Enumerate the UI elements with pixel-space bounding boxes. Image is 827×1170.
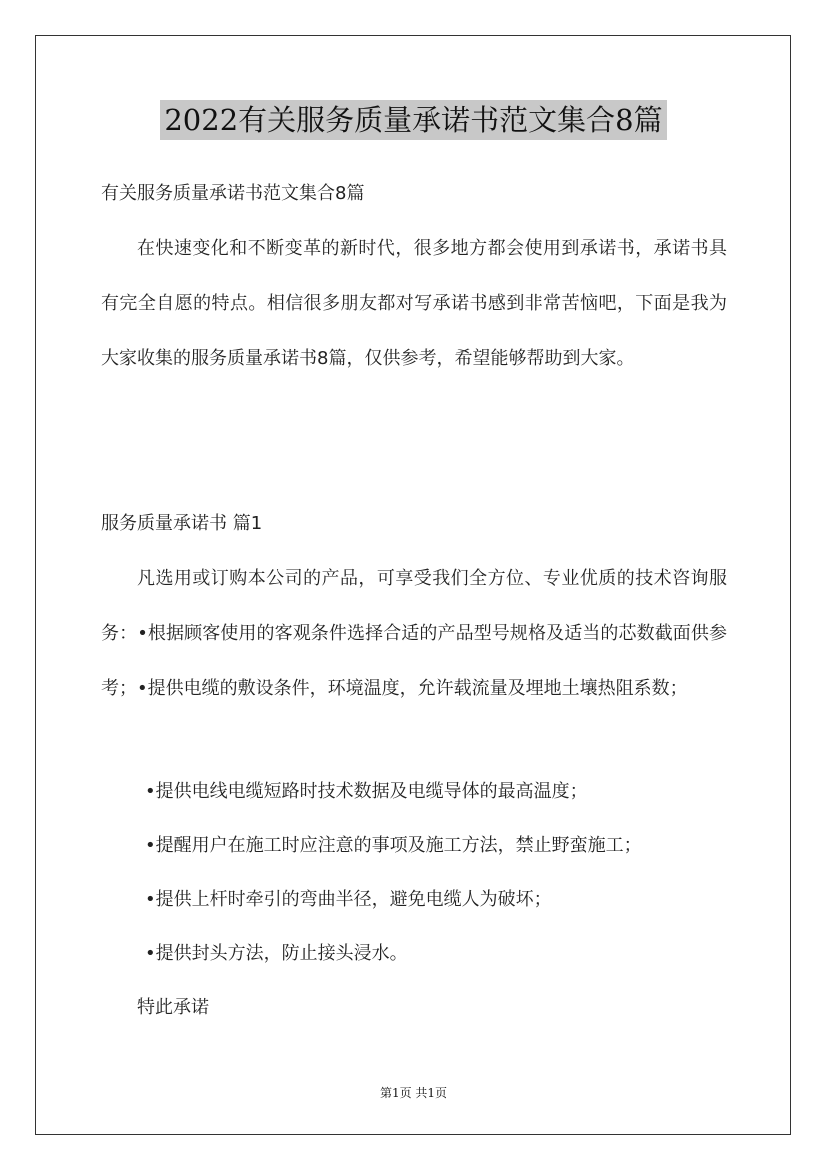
section-paragraph: 凡选用或订购本公司的产品，可享受我们全方位、专业优质的技术咨询服务：•根据顾客使用的客观条件选择合适的产品型号规格及适当的芯数截面供参考；•提供电缆的敷设条件，环境温度，允许载流量及埋地土壤热阻系数； <box>101 568 727 699</box>
document-title: 2022有关服务质量承诺书范文集合8篇 <box>160 100 666 140</box>
bullet-item-2: •提醒用户在施工时应注意的事项及施工方法，禁止野蛮施工； <box>145 835 642 856</box>
bullet-item-3: •提供上杆时牵引的弯曲半径，避免电缆人为破坏； <box>145 889 552 910</box>
title-wrap <box>0 100 827 140</box>
bullet-item-1: •提供电线电缆短路时技术数据及电缆导体的最高温度； <box>145 781 588 802</box>
closing-line: 特此承诺 <box>137 997 209 1018</box>
page-footer: 第1页 共1页 <box>379 1086 448 1100</box>
document-subtitle: 有关服务质量承诺书范文集合8篇 <box>101 183 365 204</box>
bullet-item-4: •提供封头方法，防止接头浸水。 <box>145 943 408 964</box>
section-heading: 服务质量承诺书 篇1 <box>101 513 263 534</box>
intro-paragraph: 在快速变化和不断变革的新时代，很多地方都会使用到承诺书，承诺书具有完全自愿的特点。相信很多朋友都对写承诺书感到非常苦恼吧，下面是我为大家收集的服务质量承诺书8篇，仅供参考，希望能够帮助到大家。 <box>101 238 727 369</box>
